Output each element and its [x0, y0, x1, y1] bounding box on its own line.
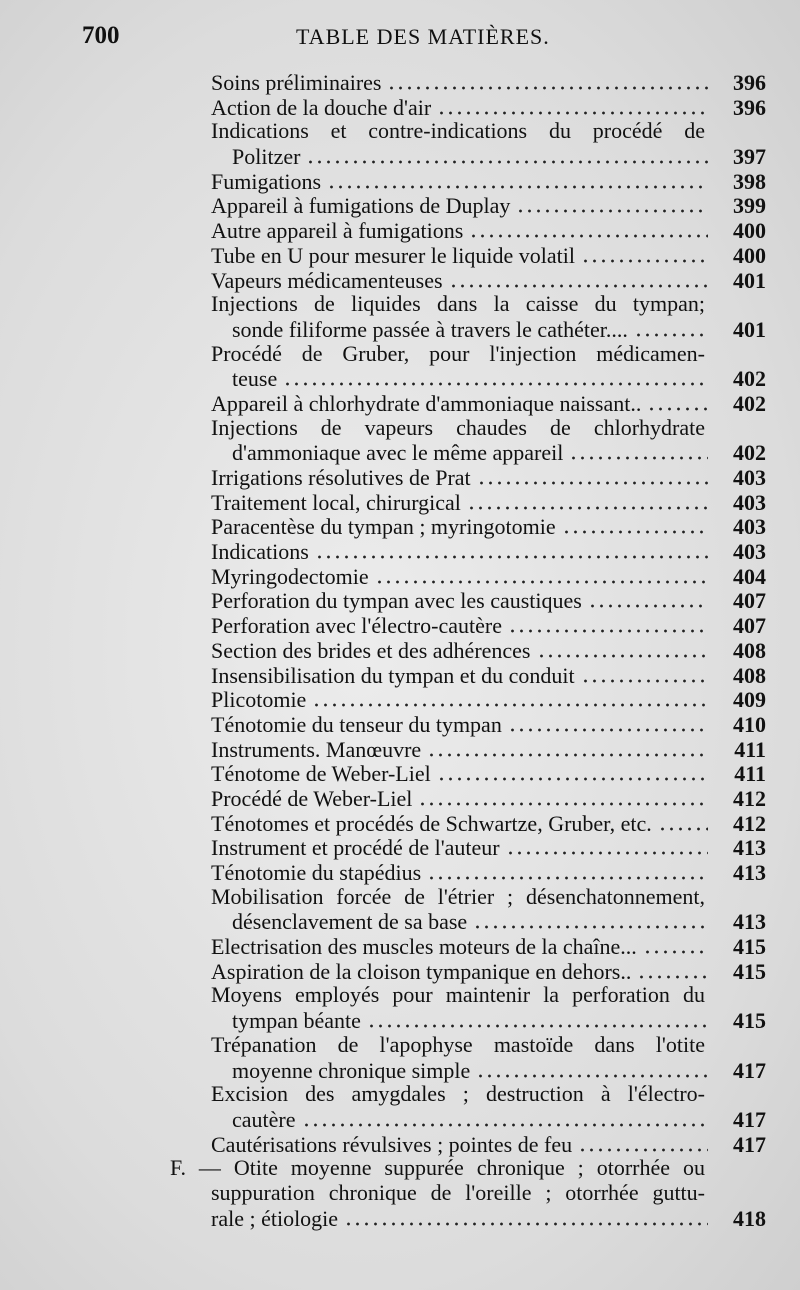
toc-page-number: 404 [733, 563, 766, 589]
toc-page-number: 409 [733, 687, 766, 713]
toc-entry [0, 613, 800, 638]
toc-entry-line [0, 835, 800, 860]
toc-entry-line [0, 514, 800, 539]
toc-entry-line [0, 391, 800, 416]
toc-entry-text: sonde filiforme passée à travers le cathéter.... [232, 316, 628, 342]
toc-entry-text: Aspiration de la cloison tympanique en dehors.. [211, 958, 632, 984]
toc-entry [0, 1132, 800, 1157]
toc-entry [0, 193, 800, 218]
toc-entry-text: Paracentèse du tympan ; myringotomie [211, 514, 556, 540]
dot-leader [437, 96, 708, 116]
toc-entry-text: Appareil à fumigations de Duplay [211, 193, 511, 219]
toc-entry-line [0, 983, 800, 1008]
toc-page-number: 417 [733, 1131, 766, 1157]
dot-leader [449, 269, 708, 289]
toc-entry [0, 218, 800, 243]
toc-entry-text: Appareil à chlorhydrate d'ammoniaque naissant.. [211, 390, 642, 416]
toc-entry-text: Ténotome de Weber-Liel [211, 761, 431, 787]
toc-entry-text: Section des brides et des adhérences [211, 637, 531, 663]
toc-entry-line [0, 1008, 800, 1033]
toc-page-number: 415 [733, 958, 766, 984]
toc-entry [0, 1082, 800, 1131]
toc-entry-line [0, 663, 800, 688]
toc-page-number: 417 [733, 1106, 766, 1132]
toc-entry-line [0, 218, 800, 243]
toc-page-number: 413 [733, 860, 766, 885]
toc-entry-text: Fumigations [211, 168, 322, 194]
toc-entry-line [0, 366, 800, 391]
toc-page-number: 403 [733, 465, 766, 490]
toc-entry [0, 539, 800, 564]
toc-entry-line [0, 613, 800, 638]
toc-page-number: 396 [733, 70, 766, 95]
toc-entry-text: Irrigations résolutives de Prat [211, 465, 471, 490]
toc-entry-text: Politzer [232, 144, 301, 170]
toc-entry-text: Ténotomie du stapédius [211, 860, 422, 885]
toc-entry-line [0, 885, 800, 910]
toc-entry-line [0, 119, 800, 144]
dot-leader [581, 664, 708, 684]
toc-entry-text: Procédé de Gruber, pour l'injection médicamen- [211, 340, 705, 366]
toc-entry [0, 885, 800, 934]
toc-entry-line [0, 268, 800, 293]
toc-entry-line [0, 909, 800, 934]
toc-entry [0, 811, 800, 836]
toc-entry-text: Trépanation de l'apophyse mastoïde dans l'otite [211, 1031, 705, 1057]
toc-entry-line [0, 1107, 800, 1132]
toc-page-number: 400 [733, 242, 766, 268]
toc-page-number: 403 [733, 539, 766, 565]
toc-entry-line [0, 1156, 800, 1181]
toc-entry-line [0, 934, 800, 959]
dot-leader [473, 910, 708, 930]
dot-leader [647, 392, 708, 412]
toc-page-number: 402 [733, 366, 766, 392]
toc-page-number: 410 [733, 711, 766, 737]
toc-entry [0, 1156, 800, 1230]
toc-entry-text: Mobilisation forcée de l'étrier ; désenchatonnement, [211, 883, 705, 909]
toc-entry [0, 391, 800, 416]
toc-page-number: 412 [733, 810, 766, 836]
page-header [0, 22, 800, 62]
toc-entry-line [0, 1181, 800, 1206]
dot-leader [283, 367, 708, 387]
toc-entry [0, 835, 800, 860]
toc-entry-text: Soins préliminaires [211, 70, 382, 95]
toc-entry [0, 490, 800, 515]
toc-page-number: 403 [733, 514, 766, 540]
toc-entry [0, 268, 800, 293]
toc-entry-text: Procédé de Weber-Liel [211, 785, 413, 811]
toc-entry-line [0, 193, 800, 218]
dot-leader [588, 589, 708, 609]
toc-entry-text: Moyens employés pour maintenir la perforation du [211, 982, 705, 1008]
toc-entry-line [0, 144, 800, 169]
dot-leader [516, 194, 708, 214]
toc-entry [0, 514, 800, 539]
toc-entry-text: Action de la douche d'air [211, 94, 432, 120]
dot-leader [427, 738, 708, 758]
dot-leader [537, 639, 709, 659]
dot-leader [312, 688, 708, 708]
toc-page-number: 407 [733, 588, 766, 614]
toc-entry [0, 588, 800, 613]
toc-entry [0, 983, 800, 1032]
toc-entry-line [0, 1206, 800, 1231]
toc-entry-line [0, 440, 800, 465]
toc-entry [0, 342, 800, 391]
toc-entry-text: moyenne chronique simple [232, 1057, 471, 1083]
toc-page-number: 415 [733, 1008, 766, 1034]
dot-leader [477, 466, 708, 486]
dot-leader [643, 935, 708, 955]
toc-entry [0, 934, 800, 959]
toc-entry-text: Indications [211, 539, 309, 565]
toc-entry-text: F. — Otite moyenne suppurée chronique ; otorrhée ou [170, 1155, 705, 1181]
toc-page-number: 412 [733, 785, 766, 811]
dot-leader [344, 1207, 708, 1227]
toc-entry [0, 292, 800, 341]
toc-page-number: 398 [733, 168, 766, 194]
toc-entry-text: Instrument et procédé de l'auteur [211, 835, 500, 861]
toc-entry [0, 416, 800, 465]
toc-entry [0, 663, 800, 688]
toc-entry-text: Ténotomie du tenseur du tympan [211, 711, 502, 737]
toc-entry-text: cautère [232, 1106, 296, 1132]
toc-entry [0, 70, 800, 95]
toc-page-number: 408 [733, 637, 766, 663]
toc-entry-text: teuse [232, 366, 278, 392]
dot-leader [467, 491, 708, 511]
toc-entry-text: Instruments. Manœuvre [211, 736, 422, 762]
toc-page-number: 402 [733, 390, 766, 416]
toc-entry-line [0, 737, 800, 762]
toc-entry-line [0, 1082, 800, 1107]
dot-leader [469, 219, 708, 239]
toc-entry [0, 712, 800, 737]
toc-entry [0, 959, 800, 984]
toc-entry-text: d'ammoniaque avec le même appareil [232, 440, 564, 466]
toc-page-number: 402 [733, 440, 766, 466]
toc-entry-line [0, 342, 800, 367]
toc-entry-text: Perforation avec l'électro-cautère [211, 613, 503, 639]
toc-entry-text: Traitement local, chirurgical [211, 489, 461, 515]
table-of-contents [0, 70, 800, 1230]
toc-entry [0, 761, 800, 786]
dot-leader [637, 960, 708, 980]
dot-leader [367, 1009, 708, 1029]
toc-page-number: 407 [733, 613, 766, 639]
toc-page-number: 397 [733, 144, 766, 170]
toc-entry-line [0, 416, 800, 441]
dot-leader [315, 540, 708, 560]
toc-entry [0, 737, 800, 762]
toc-entry-line [0, 588, 800, 613]
dot-leader [306, 145, 708, 165]
toc-entry [0, 687, 800, 712]
dot-leader [506, 836, 708, 856]
toc-page-number: 401 [733, 267, 766, 293]
dot-leader [387, 71, 708, 91]
toc-entry-text: suppuration chronique de l'oreille ; otorrhée guttu- [211, 1179, 705, 1205]
toc-entry-text: Ténotomes et procédés de Schwartze, Gruber, etc. [211, 810, 652, 836]
toc-entry-line [0, 1132, 800, 1157]
toc-entry-text: Perforation du tympan avec les caustiques [211, 588, 582, 614]
toc-page-number: 403 [733, 489, 766, 515]
toc-page-number: 415 [733, 934, 766, 960]
dot-leader [508, 713, 708, 733]
toc-page-number: 411 [734, 761, 766, 787]
toc-entry-line [0, 243, 800, 268]
running-title: TABLE DES MATIÈRES. [296, 24, 550, 49]
toc-entry-line [0, 169, 800, 194]
toc-entry-line [0, 786, 800, 811]
toc-entry-text: rale ; étiologie [211, 1205, 339, 1231]
toc-entry-text: Injections de liquides dans la caisse du tympan; [211, 291, 705, 317]
dot-leader [476, 1059, 708, 1079]
toc-entry [0, 465, 800, 490]
dot-leader [569, 441, 708, 461]
dot-leader [418, 787, 708, 807]
toc-entry-line [0, 465, 800, 490]
toc-page-number: 418 [733, 1205, 766, 1231]
toc-entry-text: Plicotomie [211, 687, 307, 713]
dot-leader [508, 614, 708, 634]
toc-entry-text: Vapeurs médicamenteuses [211, 267, 443, 293]
toc-page-number: 399 [733, 193, 766, 219]
toc-entry-text: Autre appareil à fumigations [211, 218, 464, 244]
toc-entry [0, 638, 800, 663]
toc-page-number: 408 [733, 662, 766, 688]
toc-entry-text: Indications et contre-indications du procédé de [211, 118, 705, 144]
dot-leader [437, 762, 708, 782]
toc-entry-line [0, 712, 800, 737]
toc-entry-line [0, 539, 800, 564]
toc-entry-line [0, 564, 800, 589]
toc-page-number: 400 [733, 218, 766, 244]
toc-entry [0, 860, 800, 885]
toc-entry-line [0, 860, 800, 885]
toc-page-number: 417 [733, 1057, 766, 1083]
toc-entry [0, 564, 800, 589]
dot-leader [658, 812, 708, 832]
toc-page-number: 413 [733, 909, 766, 935]
toc-entry-text: Insensibilisation du tympan et du conduit [211, 662, 575, 688]
toc-entry [0, 169, 800, 194]
toc-entry-line [0, 638, 800, 663]
dot-leader [375, 565, 708, 585]
toc-entry-line [0, 317, 800, 342]
dot-leader [302, 1108, 709, 1128]
toc-entry-line [0, 761, 800, 786]
toc-page-number: 411 [734, 736, 766, 762]
dot-leader [427, 861, 708, 881]
dot-leader [578, 1133, 708, 1153]
toc-entry-text: désenclavement de sa base [232, 909, 468, 935]
toc-entry-line [0, 1058, 800, 1083]
toc-entry-line [0, 959, 800, 984]
toc-entry-line [0, 95, 800, 120]
toc-entry-text: Electrisation des muscles moteurs de la chaîne... [211, 934, 637, 960]
toc-entry-line [0, 490, 800, 515]
dot-leader [327, 170, 708, 190]
toc-entry [0, 119, 800, 168]
dot-leader [581, 244, 708, 264]
toc-entry-text: Injections de vapeurs chaudes de chlorhydrate [211, 414, 705, 440]
toc-page-number: 396 [733, 94, 766, 120]
toc-entry-text: Myringodectomie [211, 563, 369, 589]
toc-entry-text: Excision des amygdales ; destruction à l'électro- [211, 1081, 705, 1107]
toc-entry-text: Tube en U pour mesurer le liquide volatil [211, 242, 575, 268]
toc-page-number: 413 [733, 835, 766, 861]
toc-entry-line [0, 1033, 800, 1058]
toc-entry [0, 243, 800, 268]
toc-entry-line [0, 70, 800, 95]
dot-leader [562, 515, 708, 535]
page-number: 700 [82, 22, 120, 49]
toc-page-number: 401 [733, 316, 766, 342]
toc-entry-line [0, 687, 800, 712]
toc-entry [0, 786, 800, 811]
toc-entry-line [0, 811, 800, 836]
toc-entry [0, 95, 800, 120]
toc-entry [0, 1033, 800, 1082]
toc-entry-text: tympan béante [232, 1008, 361, 1034]
toc-entry-line [0, 292, 800, 317]
toc-entry-text: Cautérisations révulsives ; pointes de feu [211, 1131, 573, 1157]
dot-leader [634, 318, 708, 338]
